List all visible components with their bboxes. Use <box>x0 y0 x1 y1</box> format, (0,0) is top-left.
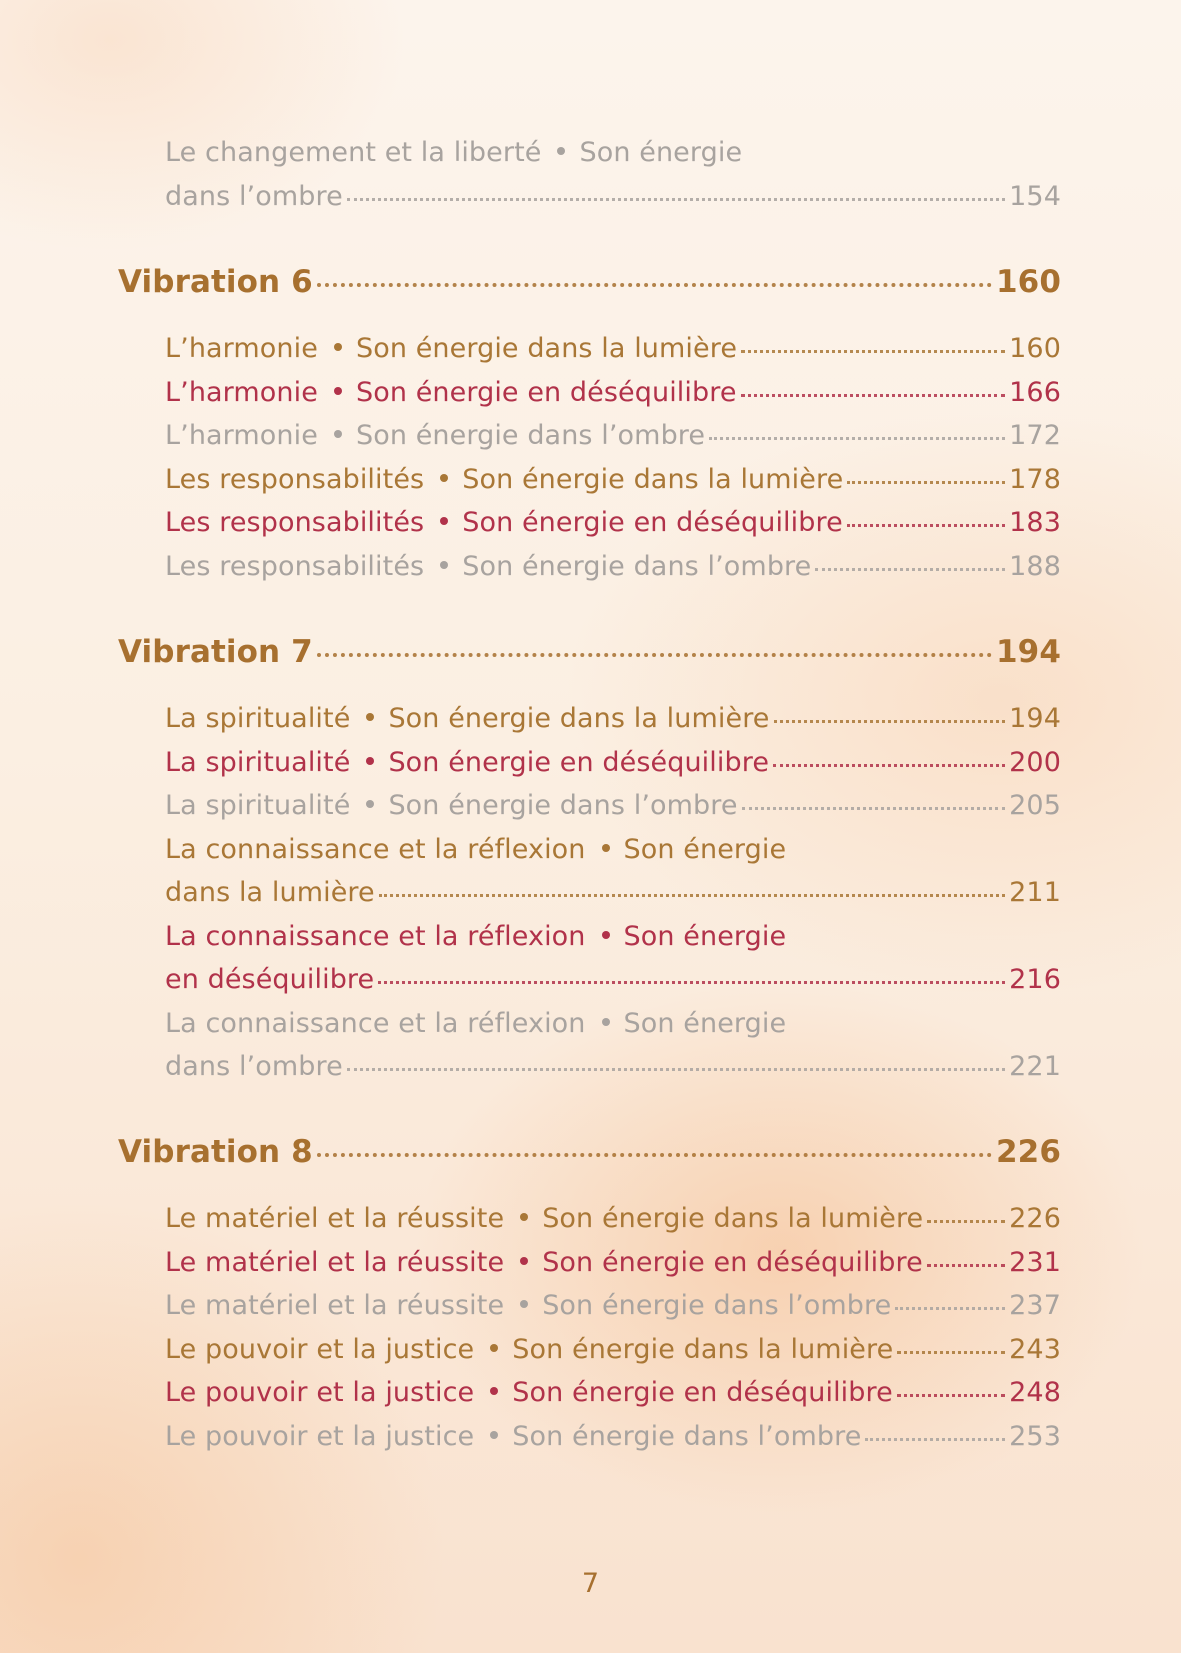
entry-energy: Son énergie <box>623 921 787 952</box>
dot-leader <box>742 805 1006 810</box>
page-ref: 248 <box>1009 1377 1061 1408</box>
toc-entry <box>165 697 1061 741</box>
bullet-separator <box>334 387 342 395</box>
bullet-separator <box>520 1213 528 1221</box>
page-ref: 221 <box>1009 1051 1061 1082</box>
toc-entry <box>165 915 786 959</box>
toc-entry-continuation <box>165 958 1061 1002</box>
entry-continuation-text: dans l’ombre <box>165 181 343 212</box>
dot-leader <box>774 718 1006 723</box>
toc-entry <box>165 741 1061 785</box>
toc-entry <box>165 1328 1061 1372</box>
bullet-separator <box>334 430 342 438</box>
toc-entry <box>165 1415 1061 1459</box>
dot-leader <box>847 522 1005 527</box>
dot-leader <box>317 281 992 287</box>
bullet-separator <box>602 931 610 939</box>
entry-topic: Le pouvoir et la justice <box>165 1377 475 1408</box>
page-ref: 172 <box>1009 420 1061 451</box>
page-ref: 226 <box>995 1134 1061 1170</box>
bullet-separator <box>366 757 374 765</box>
entry-topic: La spiritualité <box>165 790 351 821</box>
toc-entry-continuation <box>165 871 1061 915</box>
dot-leader <box>347 196 1005 201</box>
heading-title: Vibration 6 <box>118 264 313 300</box>
toc-entry <box>165 501 1061 545</box>
dot-leader <box>927 1262 1005 1267</box>
dot-leader <box>897 1349 1005 1354</box>
dot-leader <box>741 392 1006 397</box>
bullet-separator <box>490 1431 498 1439</box>
page-ref: 200 <box>1009 747 1061 778</box>
entry-topic: Les responsabilités <box>165 551 425 582</box>
toc-entry <box>165 371 1061 415</box>
heading-title: Vibration 8 <box>118 1134 313 1170</box>
entry-topic: Le pouvoir et la justice <box>165 1334 475 1365</box>
entry-energy: Son énergie en déséquilibre <box>512 1377 893 1408</box>
entry-topic: La spiritualité <box>165 747 351 778</box>
bullet-separator <box>520 1300 528 1308</box>
bullet-separator <box>440 474 448 482</box>
entry-continuation-text: dans l’ombre <box>165 1051 343 1082</box>
page-ref: 231 <box>1009 1247 1061 1278</box>
entry-energy: Son énergie dans l’ombre <box>512 1421 862 1452</box>
toc-entry <box>165 327 1061 371</box>
toc-heading <box>118 1130 1061 1174</box>
entry-topic: Le matériel et la réussite <box>165 1203 505 1234</box>
entry-energy: Son énergie dans l’ombre <box>462 551 812 582</box>
entry-energy: Son énergie dans la lumière <box>355 333 738 364</box>
dot-leader <box>741 348 1005 353</box>
entry-energy: Son énergie dans la lumière <box>512 1334 894 1365</box>
bullet-separator <box>440 561 448 569</box>
entry-topic: L’harmonie <box>165 420 318 451</box>
page-number: 7 <box>581 1568 600 1599</box>
bullet-separator <box>602 1018 610 1026</box>
entry-topic: Le matériel et la réussite <box>165 1247 505 1278</box>
dot-leader <box>317 651 992 657</box>
toc-heading <box>118 630 1061 674</box>
bullet-separator <box>490 1344 498 1352</box>
toc-entry <box>165 1371 1061 1415</box>
toc-entry <box>165 545 1061 589</box>
dot-leader <box>773 762 1005 767</box>
entry-energy: Son énergie en déséquilibre <box>462 507 843 538</box>
page-ref: 253 <box>1009 1421 1061 1452</box>
page-ref: 160 <box>995 264 1061 300</box>
page-ref: 226 <box>1009 1203 1061 1234</box>
entry-topic: Le matériel et la réussite <box>165 1290 505 1321</box>
page-ref: 188 <box>1009 551 1061 582</box>
page-ref: 178 <box>1009 464 1061 495</box>
bullet-separator <box>490 1387 498 1395</box>
page-ref: 216 <box>1009 964 1061 995</box>
bullet-separator <box>520 1257 528 1265</box>
entry-topic: Les responsabilités <box>165 507 425 538</box>
toc-entry <box>165 1002 786 1046</box>
heading-title: Vibration 7 <box>118 634 313 670</box>
toc-entry <box>165 1197 1061 1241</box>
toc-entry <box>165 784 1061 828</box>
dot-leader <box>815 566 1005 571</box>
entry-energy: Son énergie en déséquilibre <box>542 1247 923 1278</box>
page-ref: 160 <box>1009 333 1061 364</box>
dot-leader <box>847 479 1005 484</box>
entry-energy: Son énergie <box>623 834 787 865</box>
dot-leader <box>895 1305 1005 1310</box>
bullet-separator <box>366 800 374 808</box>
entry-energy: Son énergie dans l’ombre <box>542 1290 892 1321</box>
dot-leader <box>379 892 1005 897</box>
entry-energy: Son énergie dans l’ombre <box>355 420 706 451</box>
page-ref: 166 <box>1009 377 1061 408</box>
bullet-separator <box>602 844 610 852</box>
dot-leader <box>897 1392 1005 1397</box>
page-ref: 154 <box>1009 181 1061 212</box>
dot-leader <box>347 1066 1005 1071</box>
entry-continuation-text: en déséquilibre <box>165 964 375 995</box>
entry-energy: Son énergie en déséquilibre <box>388 747 770 778</box>
dot-leader <box>709 435 1005 440</box>
dot-leader <box>317 1151 992 1157</box>
entry-energy: Son énergie dans la lumière <box>462 464 844 495</box>
entry-energy: Son énergie en déséquilibre <box>355 377 737 408</box>
entry-topic: La connaissance et la réflexion <box>165 1008 586 1039</box>
bullet-separator <box>557 147 565 155</box>
bullet-separator <box>366 713 374 721</box>
entry-topic: La spiritualité <box>165 703 351 734</box>
entry-continuation-text: dans la lumière <box>165 877 375 908</box>
toc-heading <box>118 260 1061 304</box>
entry-energy: Son énergie <box>623 1008 787 1039</box>
bullet-separator <box>334 343 342 351</box>
page-ref: 243 <box>1009 1334 1061 1365</box>
page-ref: 237 <box>1009 1290 1061 1321</box>
entry-topic: Le pouvoir et la justice <box>165 1421 475 1452</box>
entry-topic: La connaissance et la réflexion <box>165 834 586 865</box>
entry-topic: Les responsabilités <box>165 464 425 495</box>
entry-topic: L’harmonie <box>165 377 318 408</box>
toc-entry-continuation <box>165 175 1061 219</box>
page-ref: 205 <box>1009 790 1061 821</box>
entry-energy: Son énergie dans l’ombre <box>388 790 738 821</box>
entry-topic: L’harmonie <box>165 333 318 364</box>
page-ref: 183 <box>1009 507 1061 538</box>
entry-topic: Le changement et la liberté <box>165 137 542 168</box>
toc-entry <box>165 414 1061 458</box>
bullet-separator <box>440 517 448 525</box>
toc-entry <box>165 131 742 175</box>
entry-energy: Son énergie dans la lumière <box>388 703 770 734</box>
toc-entry <box>165 828 786 872</box>
dot-leader <box>865 1436 1005 1441</box>
entry-energy: Son énergie dans la lumière <box>542 1203 924 1234</box>
toc-entry-continuation <box>165 1045 1061 1089</box>
page-ref: 194 <box>1009 703 1061 734</box>
dot-leader <box>378 979 1005 984</box>
dot-leader <box>927 1218 1005 1223</box>
toc-entry <box>165 1241 1061 1285</box>
toc-entry <box>165 1284 1061 1328</box>
page-ref: 211 <box>1009 877 1061 908</box>
page-ref: 194 <box>995 634 1061 670</box>
entry-topic: La connaissance et la réflexion <box>165 921 586 952</box>
entry-energy: Son énergie <box>579 137 743 168</box>
toc-entry <box>165 458 1061 502</box>
